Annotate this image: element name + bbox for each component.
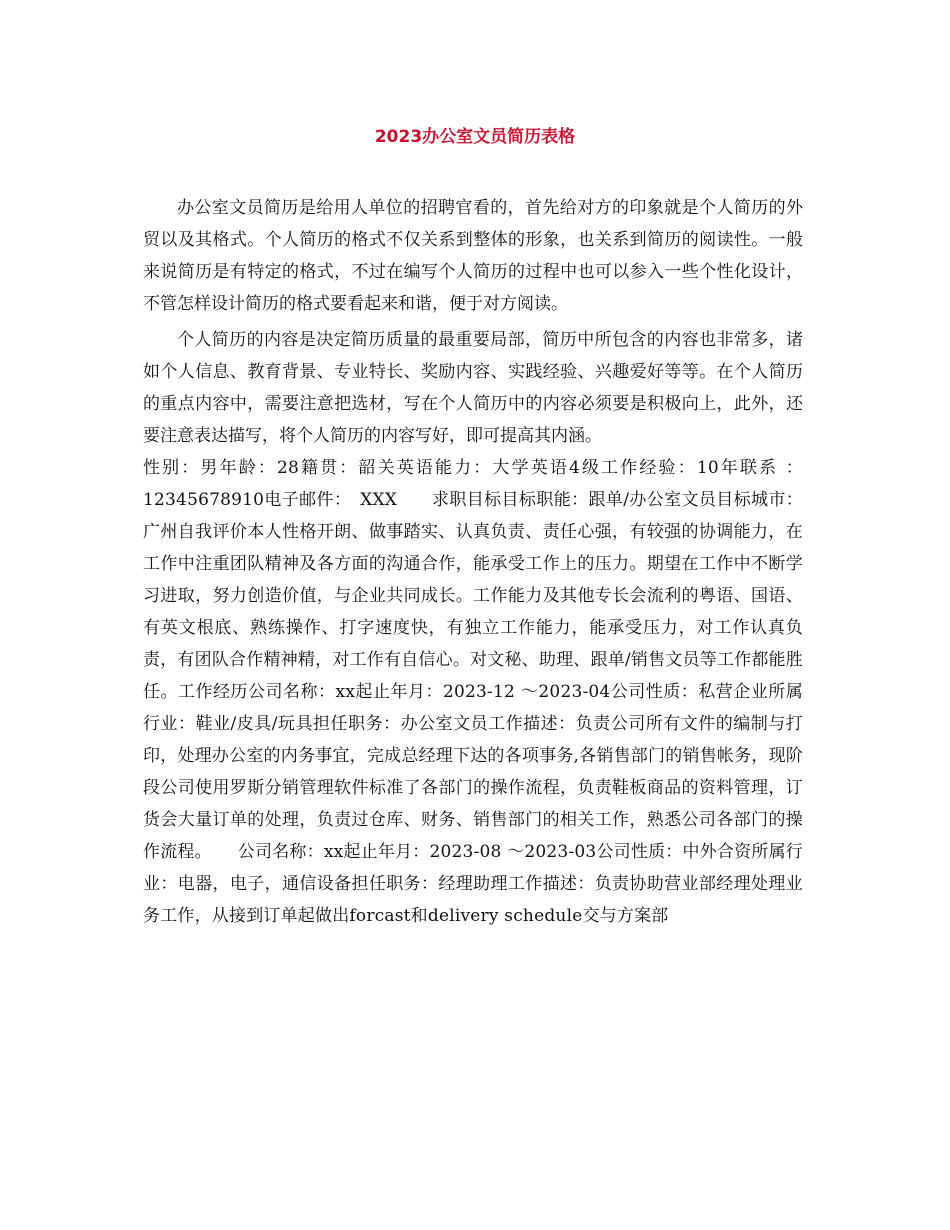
resume-details-text: 性别：男年龄：28籍贯：韶关英语能力：大学英语4级工作经验：10年联系 ：12345678910电子邮件： XXX 求职目标目标职能：跟单/办公室文员目标城市：广州自我评价本人性格开朗、做事踏实、认真负责、责任心强，有较强的协调能力，在工作中注重团队精神及各方面的沟通合作，能承受工作上的压力。期望在工作中不断学习进取，努力创造价值，与企业共同成长。工作能力及其他专长会流利的粤语、国语、有英文根底、熟练操作、打字速度快，有独立工作能力，能承受压力，对工作认真负责，有团队合作精神精，对工作有自信心。对文秘、助理、跟单/销售文员等工作都能胜任。工作经历公司名称：xx起止年月：2023-12 ～2023-04公司性质：私营企业所属行业：鞋业/皮具/玩具担任职务：办公室文员工作描述：负责公司所有文件的编制与打印，处理办公室的内务事宜，完成总经理下达的各项事务,各销售部门的销售帐务，现阶段公司使用罗斯分销管理软件标准了各部门的操作流程，负责鞋板商品的资料管理，订货会大量订单的处理，负责过仓库、财务、销售部门的相关工作，熟悉公司各部门的操作流程。 公司名称：xx起止年月：2023-08 ～2023-03公司性质：中外合资所属行业：电器，电子，通信设备担任职务：经理助理工作描述：负责协助营业部经理处理业务工作，从接到订单起做出forcast和delivery schedule交与方案部: [143, 458, 803, 926]
intro-paragraph-2: 个人简历的内容是决定简历质量的最重要局部，简历中所包含的内容也非常多，诸如个人信息、教育背景、专业特长、奖励内容、实践经验、兴趣爱好等等。在个人简历的重点内容中，需要注意把选材，写在个人简历中的内容必须要是积极向上，此外，还要注意表达描写，将个人简历的内容写好，即可提高其内涵。: [143, 330, 803, 446]
document-title: 2023办公室文员简历表格: [374, 127, 576, 147]
document-body: [143, 192, 803, 932]
intro-paragraph-1: 办公室文员简历是给用人单位的招聘官看的，首先给对方的印象就是个人简历的外贸以及其格式。个人简历的格式不仅关系到整体的形象，也关系到简历的阅读性。一般来说简历是有特定的格式，不过在编写个人简历的过程中也可以参入一些个性化设计，不管怎样设计简历的格式要看起来和谐，便于对方阅读。: [143, 198, 803, 314]
